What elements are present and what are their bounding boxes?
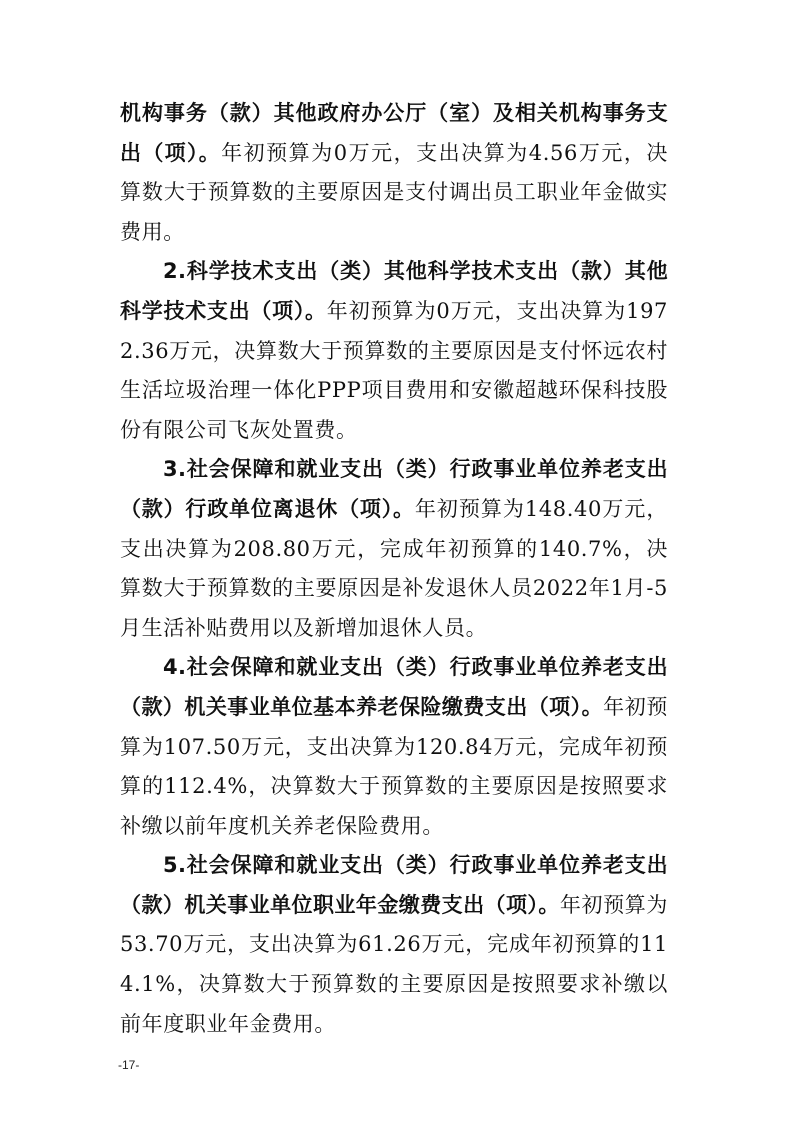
paragraph-3-heading: 3.社会保障和就业支出（类）行政事业单位养老支出（款）行政单位离退休（项）。: [120, 457, 668, 521]
paragraph-3: [120, 450, 668, 648]
paragraph-1-text: 年初预算为0万元，支出决算为4.56万元，决算数大于预算数的主要原因是支付调出员工职业年金做实费用。: [120, 140, 668, 244]
paragraph-5: [120, 846, 668, 1044]
paragraph-2: [120, 252, 668, 450]
paragraph-2-text: 年初预算为0万元，支出决算为1972.36万元，决算数大于预算数的主要原因是支付怀远农村生活垃圾治理一体化PPP项目费用和安徽超越环保科技股份有限公司飞灰处置费。: [120, 298, 668, 442]
paragraph-1: [120, 94, 668, 252]
page-number: -17-: [118, 1058, 140, 1072]
paragraph-5-heading: 5.社会保障和就业支出（类）行政事业单位养老支出（款）机关事业单位职业年金缴费支出（项）。: [120, 853, 668, 917]
paragraph-3-text: 年初预算为148.40万元，支出决算为208.80万元，完成年初预算的140.7%，决算数大于预算数的主要原因是补发退休人员2022年1月-5月生活补贴费用以及新增加退休人员。: [120, 496, 668, 640]
paragraph-2-heading: 2.科学技术支出（类）其他科学技术支出（款）其他科学技术支出（项）。: [120, 259, 668, 323]
paragraph-1-heading: 机构事务（款）其他政府办公厅（室）及相关机构事务支出（项）。: [120, 101, 668, 165]
paragraph-4-text: 年初预算为107.50万元，支出决算为120.84万元，完成年初预算的112.4%，决算数大于预算数的主要原因是按照要求补缴以前年度机关养老保险费用。: [120, 694, 668, 838]
paragraph-4: [120, 648, 668, 846]
paragraph-5-text: 年初预算为53.70万元，支出决算为61.26万元，完成年初预算的114.1%，决算数大于预算数的主要原因是按照要求补缴以前年度职业年金费用。: [120, 892, 669, 1036]
paragraph-4-heading: 4.社会保障和就业支出（类）行政事业单位养老支出（款）机关事业单位基本养老保险缴费支出（项）。: [120, 655, 668, 719]
document-body: [120, 94, 668, 1044]
